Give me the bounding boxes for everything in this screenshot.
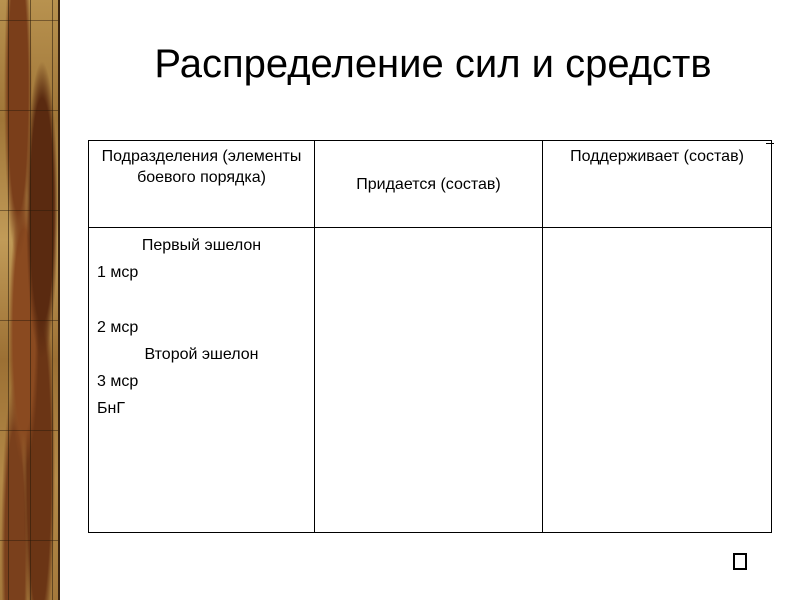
table-header-row	[89, 141, 772, 228]
forces-table	[88, 140, 772, 533]
header-supports-label: Поддерживает (состав)	[570, 148, 744, 165]
header-units-label: Подразделения (элементы боевого порядка)	[101, 148, 302, 186]
header-attached	[315, 141, 543, 228]
supports-cell	[543, 228, 772, 533]
square-nav-icon[interactable]	[733, 553, 747, 570]
slide-title: Распределение сил и средств	[154, 42, 712, 86]
header-units	[89, 141, 315, 228]
list-item: 2 мср	[97, 319, 139, 336]
list-item: 1 мср	[97, 264, 139, 281]
first-echelon-heading: Первый эшелон	[141, 237, 262, 254]
list-item: 3 мср	[97, 373, 139, 390]
list-item: БнГ	[97, 400, 125, 417]
second-echelon-heading: Второй эшелон	[144, 346, 259, 363]
attached-cell	[315, 228, 543, 533]
decorative-strip-frame	[0, 0, 60, 600]
header-attached-label: Придается (состав)	[356, 176, 501, 193]
header-supports	[543, 141, 772, 228]
units-cell	[89, 228, 315, 533]
table-body-row	[89, 228, 772, 533]
